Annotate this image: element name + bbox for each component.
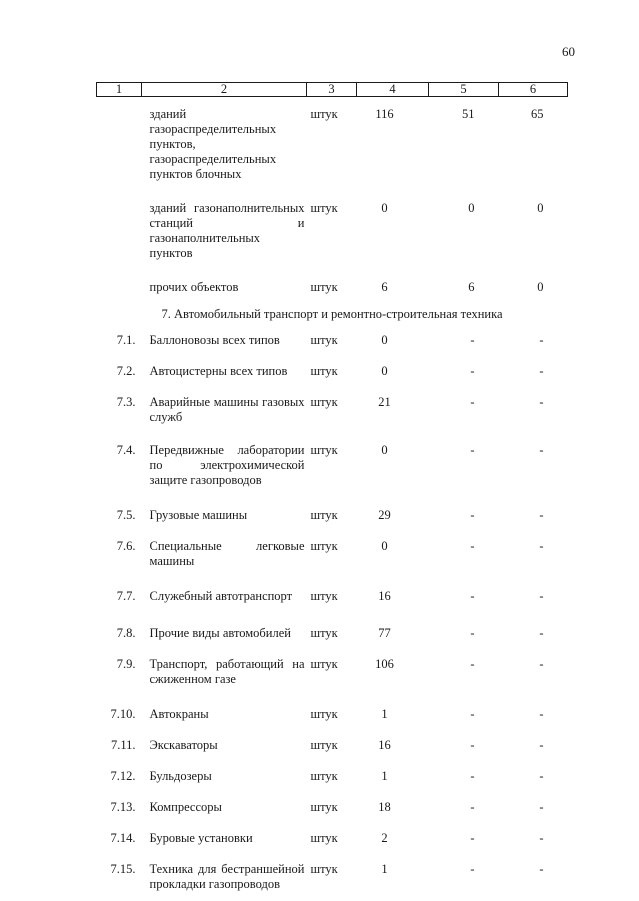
row-value-col4: 16: [378, 589, 391, 603]
row-number: 7.9.: [116, 657, 136, 671]
row-unit: штук: [310, 769, 338, 783]
row-value-col4: 106: [375, 657, 394, 671]
table-row: [97, 649, 568, 695]
row-value-col6: 65: [531, 107, 544, 121]
row-value-col5: -: [470, 395, 475, 409]
row-value-col4: 77: [378, 626, 391, 640]
row-value-col4: 29: [378, 508, 391, 522]
row-number: 7.6.: [116, 539, 136, 553]
row-number: 7.13.: [110, 800, 136, 814]
row-unit: штук: [310, 508, 338, 522]
table-row: [97, 854, 568, 900]
row-value-col6: -: [539, 738, 544, 752]
table-row: [97, 356, 568, 387]
row-value-col6: -: [539, 707, 544, 721]
row-number: 7.1.: [116, 333, 136, 347]
table-row: [97, 387, 568, 433]
row-value-col5: 6: [468, 280, 475, 294]
row-unit: штук: [310, 364, 338, 378]
row-name: Служебный автотранспорт: [149, 589, 293, 603]
table-header-row: [97, 83, 568, 97]
table-row: [97, 269, 568, 303]
row-unit: штук: [310, 707, 338, 721]
table-row: [97, 730, 568, 761]
row-value-col4: 0: [381, 201, 388, 215]
row-value-col6: -: [539, 800, 544, 814]
row-number: 7.14.: [110, 831, 136, 845]
row-value-col5: -: [470, 333, 475, 347]
row-name: Техника для бестраншейной прокладки газопроводов: [149, 862, 305, 891]
row-value-col5: -: [470, 831, 475, 845]
row-value-col5: -: [470, 589, 475, 603]
table-row: [97, 695, 568, 730]
column-header: 4: [357, 83, 429, 97]
table-row: [97, 823, 568, 854]
row-value-col6: -: [539, 626, 544, 640]
row-value-col5: -: [470, 862, 475, 876]
column-header: 6: [499, 83, 568, 97]
row-name: зданий газораспределительных пунктов, газораспределительных пунктов блочных: [149, 107, 277, 181]
page-number: 60: [562, 44, 575, 59]
row-value-col5: -: [470, 508, 475, 522]
data-table: [96, 82, 568, 900]
row-value-col6: 0: [537, 280, 544, 294]
row-name: Буровые установки: [149, 831, 253, 845]
row-unit: штук: [310, 107, 338, 121]
row-number: 7.15.: [110, 862, 136, 876]
table-row: [97, 496, 568, 531]
row-value-col6: -: [539, 539, 544, 553]
row-value-col5: -: [470, 800, 475, 814]
row-name: Экскаваторы: [149, 738, 218, 752]
row-value-col5: -: [470, 626, 475, 640]
row-number: [97, 269, 142, 303]
row-number: 7.12.: [110, 769, 136, 783]
row-value-col5: 0: [468, 201, 475, 215]
row-value-col5: 51: [462, 107, 475, 121]
row-number: 7.2.: [116, 364, 136, 378]
row-value-col4: 21: [378, 395, 391, 409]
row-value-col6: -: [539, 333, 544, 347]
row-value-col6: -: [539, 364, 544, 378]
row-unit: штук: [310, 443, 338, 457]
row-value-col4: 16: [378, 738, 391, 752]
row-name: Передвижные лаборатории по электрохимической защите газопроводов: [149, 443, 305, 487]
row-unit: штук: [310, 738, 338, 752]
row-name: Грузовые машины: [149, 508, 248, 522]
row-unit: штук: [310, 395, 338, 409]
table-row: [97, 761, 568, 792]
table-row: [97, 531, 568, 577]
row-value-col5: -: [470, 364, 475, 378]
row-name: Баллоновозы всех типов: [149, 333, 280, 347]
row-value-col4: 1: [381, 769, 388, 783]
column-header: 5: [429, 83, 499, 97]
row-value-col5: -: [470, 657, 475, 671]
row-unit: штук: [310, 333, 338, 347]
table-row: [97, 792, 568, 823]
row-name: Прочие виды автомобилей: [149, 626, 291, 640]
row-unit: штук: [310, 280, 338, 294]
row-number: 7.11.: [110, 738, 136, 752]
row-unit: штук: [310, 800, 338, 814]
row-value-col6: -: [539, 769, 544, 783]
table-row: [97, 577, 568, 612]
row-value-col4: 1: [381, 707, 388, 721]
row-number: [97, 107, 142, 190]
row-name: Транспорт, работающий на сжиженном газе: [149, 657, 305, 686]
table-row: [97, 190, 568, 269]
row-value-col6: -: [539, 589, 544, 603]
row-number: 7.8.: [116, 626, 136, 640]
table-row: [97, 433, 568, 496]
row-name: прочих объектов: [149, 280, 239, 294]
row-value-col6: -: [539, 657, 544, 671]
row-value-col4: 0: [381, 443, 388, 457]
section-title: 7. Автомобильный транспорт и ремонтно-строительная техника: [161, 307, 503, 321]
row-number: 7.3.: [116, 395, 136, 409]
row-value-col5: -: [470, 769, 475, 783]
table-row: [97, 333, 568, 356]
row-unit: штук: [310, 201, 338, 215]
row-value-col4: 18: [378, 800, 391, 814]
row-name: Аварийные машины газовых служб: [149, 395, 305, 424]
row-value-col6: -: [539, 395, 544, 409]
column-header: 1: [97, 83, 142, 97]
row-number: 7.5.: [116, 508, 136, 522]
row-unit: штук: [310, 626, 338, 640]
row-number: 7.7.: [116, 589, 136, 603]
row-value-col6: 0: [537, 201, 544, 215]
row-unit: штук: [310, 862, 338, 876]
column-header: 3: [307, 83, 357, 97]
row-unit: штук: [310, 539, 338, 553]
row-value-col6: -: [539, 862, 544, 876]
row-name: Автокраны: [149, 707, 209, 721]
row-name: Бульдозеры: [149, 769, 212, 783]
row-name: Специальные легковые машины: [149, 539, 305, 568]
row-value-col4: 2: [381, 831, 388, 845]
row-value-col5: -: [470, 443, 475, 457]
row-value-col4: 116: [375, 107, 394, 121]
row-value-col6: -: [539, 508, 544, 522]
table-row: [97, 612, 568, 649]
row-value-col5: -: [470, 539, 475, 553]
column-header: 2: [142, 83, 307, 97]
row-value-col6: -: [539, 831, 544, 845]
row-value-col6: -: [539, 443, 544, 457]
row-name: Автоцистерны всех типов: [149, 364, 288, 378]
row-value-col4: 6: [381, 280, 388, 294]
row-value-col5: -: [470, 707, 475, 721]
row-value-col5: -: [470, 738, 475, 752]
row-unit: штук: [310, 589, 338, 603]
row-name: зданий газонаполнительных станций и газонаполнительных пунктов: [149, 201, 305, 260]
table-row: [97, 107, 568, 190]
row-value-col4: 0: [381, 539, 388, 553]
row-number: 7.4.: [116, 443, 136, 457]
row-value-col4: 1: [381, 862, 388, 876]
row-value-col4: 0: [381, 333, 388, 347]
row-name: Компрессоры: [149, 800, 222, 814]
row-value-col4: 0: [381, 364, 388, 378]
row-number: 7.10.: [110, 707, 136, 721]
row-unit: штук: [310, 831, 338, 845]
row-unit: штук: [310, 657, 338, 671]
row-number: [97, 190, 142, 269]
